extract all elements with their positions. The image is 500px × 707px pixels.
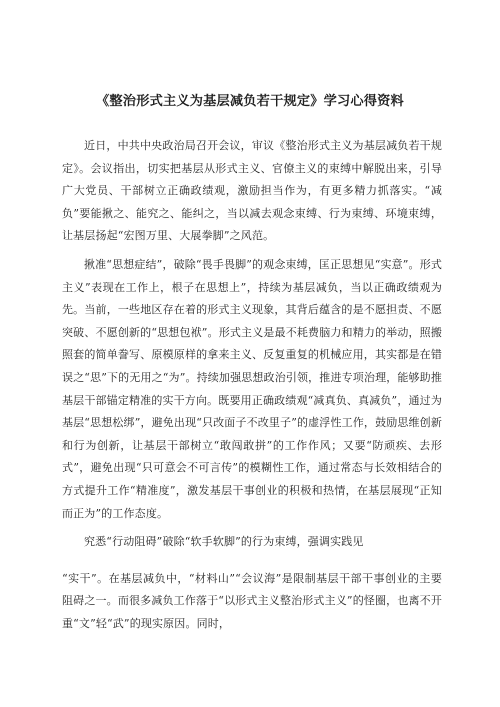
paragraph-thought: 揪准“思想症结”，破除“畏手畏脚”的观念束缚，匡正思想见“实意”。形式主义”表现在工作上，根子在思想上”，持续为基层减负，当以正确政绩观为先。当前，一些地区存在着的形式主义现象，其背后蕴含的是不愿担责、不愿突破、不愿创新的“思想包袱”。形式主义是最不耗费脑力和精力的举动，照搬照套的简单誊写、原模原样的拿来主义、反复重复的机械应用，其实都是在错误之“思”下的无用之“为”。持续加强思想政治引领，推进专项治理，能够助推基层干部锚定精准的实干方向。既要用正确政绩观“减真负、真减负”，通过为基层“思想松绑”，避免出现“只改面子不改里子”的虚浮性工作，鼓励思维创新和行为创新，让基层干部树立“敢闯敢拼”的工作作风；又要“防顽疾、去形式”，避免出现“只可意会不可言传”的模糊性工作，通过常态与长效相结合的方式提升工作“精准度”，激发基层干事创业的积极和热情，在基层展现“正知而正为”的工作态度。 — [62, 257, 442, 520]
document-body — [62, 135, 442, 641]
paragraph-intro: 近日，中共中央政治局召开会议，审议《整治形式主义为基层减负若干规定》。会议指出，切实把基层从形式主义、官僚主义的束缚中解脱出来，引导广大党员、干部树立正确政绩观，激励担当作为，有更多精力抓落实。“减负”要能揪之、能究之、能纠之，当以减去观念束缚、行为束缚、环境束缚，让基层扬起“宏图万里、大展拳脚”之风范。 — [62, 139, 442, 243]
paragraph-action-heading: 究悉“行动阻碍”破除“软手软脚”的行为束缚，强调实践见 — [84, 535, 364, 549]
paragraph-action-body: “实干”。在基层减负中，“材料山”“会议海”是限制基层干部干事创业的主要阻碍之一。而很多减负工作落于“以形式主义整治形式主义”的怪圈，也离不开重“文”轻“武”的现实原因。同时， — [62, 571, 442, 630]
document-title: 《整治形式主义为基层减负若干规定》学习心得资料 — [96, 94, 404, 109]
